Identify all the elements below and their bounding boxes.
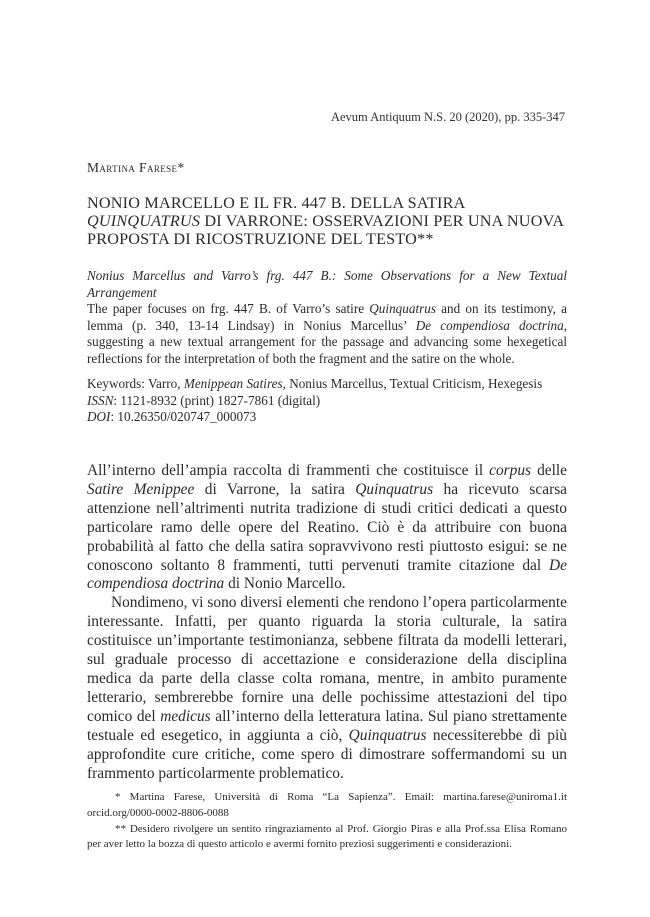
title-line-1: NONIO MARCELLO E IL FR. 447 B. DELLA SATIRA [87,194,466,212]
title-line-2-rest: DI VARRONE: OSSERVAZIONI PER UNA NUOVA [200,212,565,230]
p1-text-c: di Varrone, la satira [194,480,356,498]
doi-value: : 10.26350/020747_000073 [110,409,257,424]
title-footnote-mark: ** [417,230,434,248]
title-satire-name: QUINQUATRUS [87,212,201,230]
footnote-1: * Martina Farese, Università di Roma “La Sapienza”. Email: martina.farese@uniroma1.it orcid.org/0000-0002-8806-0088 [87,791,567,819]
keywords-part-1: Varro, [147,376,184,391]
p1-text-e: di Nonio Marcello. [224,575,346,593]
paragraph-2 [87,594,567,783]
abstract-text-2: and on its testimony, a lemma (p. 340, 13-14 Lindsay) in Nonius Marcellus’ [87,301,567,333]
title-line-3 [87,230,567,248]
article-title [87,194,567,248]
abstract-text [87,301,567,367]
doi-line [87,409,567,426]
journal-reference: Aevum Antiquum N.S. 20 (2020), pp. 335-347 [330,110,565,124]
article-metadata [87,376,567,426]
p2-italic-medicus: medicus [160,707,211,725]
keywords-italic: Menippean Satires [183,376,283,391]
keywords-label: Keywords: [87,376,148,391]
keywords-part-2: , Nonius Marcellus, Textual Criticism, Hexegesis [282,376,543,391]
p2-italic-quinquatrus: Quinquatrus [348,726,427,744]
issn-value: : 1121-8932 (print) 1827-7861 (digital) [113,392,321,408]
p2-text-a: Nondimeno, vi sono diversi elementi che rendono l’opera particolarmente interessante. Infatti, per quanto riguarda la storia culturale, la satira costituisce un’importante testimonianza, sebbene filtrata da modelli letterari, sul graduale processo di accettazione e considerazione della disciplina medica da parte della classe colta romana, mentre, in ambito puramente letterario, sembrerebbe fornire una delle pochissime attestazioni del tipo comico del [87,594,567,725]
p1-text-b: delle [531,462,567,479]
p1-text-d: ha ricevuto scarsa attenzione nell’altrimenti nutrita tradizione di studi critici dedicati a questo particolare ramo delle opere del Reatino. Ciò è da attribuire con buona probabilità al fatto che della satira sopravvivono resti piuttosto esigui: se ne conoscono soltanto 8 frammenti, tutti pervenuti tramite citazione dal [87,480,568,574]
doi-label: DOI [87,409,111,424]
author-footnote-mark: * [177,160,185,175]
issn-label: ISSN [87,392,114,408]
title-line-3-text: PROPOSTA DI RICOSTRUZIONE DEL TESTO [87,230,418,248]
p1-text-a: All’interno dell’ampia raccolta di frammenti che costituisce il [87,462,490,479]
p2-text-b: all’interno della letteratura latina. Sul piano strettamente testuale ed esegetico, in aggiunta a ciò, [87,707,567,744]
author-line [87,160,185,176]
abstract-text-1: The paper focuses on frg. 447 B. of Varro’s satire [87,301,370,316]
abstract-italic-2: De compendiosa doctrina [415,317,564,333]
abstract-text-3: , suggesting a new textual arrangement for the passage and advancing some hexegetical reflections for the interpretation of both the fragment and the satire on the whole. [87,317,567,366]
abstract-italic-1: Quinquatrus [369,301,436,316]
p2-text-c: necessiterebbe di più approfondite cure critiche, come spero di dimostrare soffermandomi su un frammento particolarmente problematico. [87,726,567,782]
keywords-line [87,376,567,393]
paragraph-1 [87,462,567,594]
body-text [87,462,567,783]
abstract-block [87,268,567,367]
p1-italic-quinquatrus: Quinquatrus [355,480,434,498]
english-title: Nonius Marcellus and Varro’s frg. 447 B.: Some Observations for a New Textual Arrangement [87,268,567,300]
p1-italic-de-compendiosa: De compendiosa doctrina [87,556,567,593]
footnote-2: ** Desidero rivolgere un sentito ringraziamento al Prof. Giorgio Piras e alla Prof.ssa Elisa Romano per aver letto la bozza di questo articolo e avermi fornito preziosi suggerimenti e considerazioni. [87,822,567,851]
author-name: Martina Farese [87,160,178,175]
title-line-2 [87,212,567,230]
footnotes [87,790,567,853]
issn-line [87,393,567,410]
p1-italic-satire: Satire Menippee [87,480,195,498]
p1-italic-corpus: corpus [489,462,532,479]
